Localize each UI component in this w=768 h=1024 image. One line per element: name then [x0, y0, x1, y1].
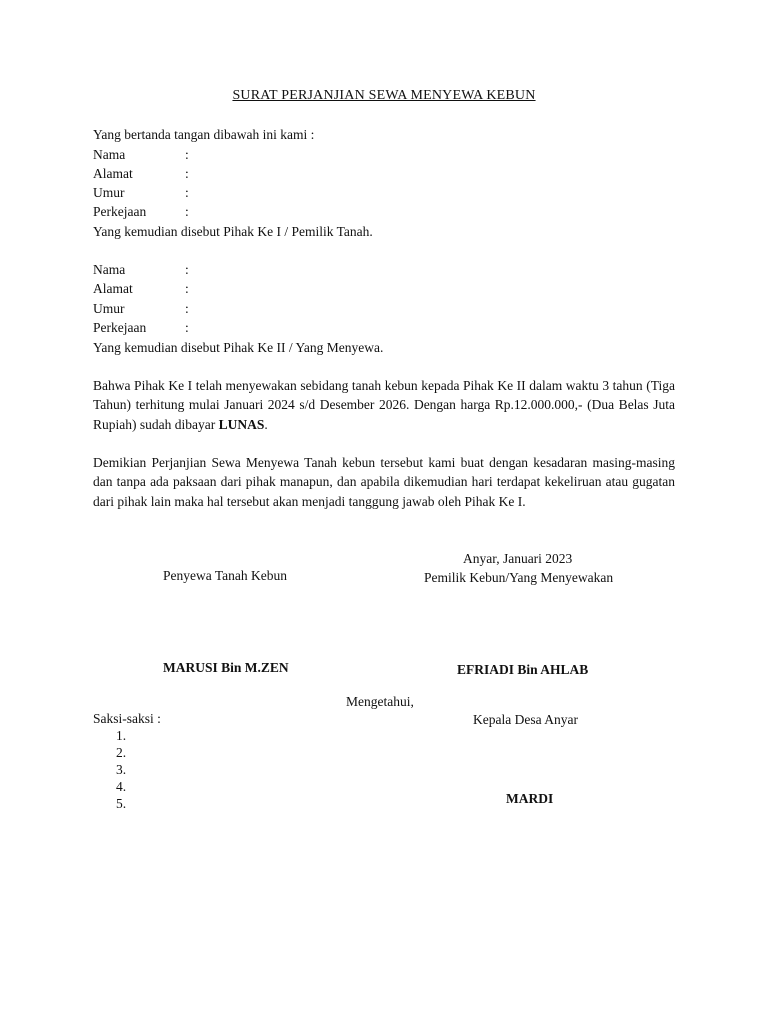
- tenant-role: Penyewa Tanah Kebun: [163, 568, 288, 583]
- party2-designation: Yang kemudian disebut Pihak Ke II / Yang Menyewa.: [93, 340, 384, 355]
- party1-field-age: [93, 183, 189, 202]
- field-label: Umur: [93, 185, 125, 200]
- witness-list: [116, 727, 126, 812]
- witness-item: 3.: [116, 762, 127, 777]
- owner-name: EFRIADI Bin AHLAB: [457, 662, 589, 677]
- party1-designation: Yang kemudian disebut Pihak Ke I / Pemilik Tanah.: [93, 224, 373, 239]
- acknowledged-label: Mengetahui,: [346, 694, 414, 709]
- witness-item: 5.: [116, 796, 127, 811]
- field-label: Perkejaan: [93, 204, 147, 219]
- document-title: SURAT PERJANJIAN SEWA MENYEWA KEBUN: [232, 88, 536, 103]
- field-separator: :: [185, 262, 189, 277]
- field-label: Alamat: [93, 166, 133, 181]
- witness-item: 2.: [116, 745, 127, 760]
- field-label: Perkejaan: [93, 320, 147, 335]
- field-separator: :: [185, 301, 189, 316]
- party1-field-address: [93, 164, 189, 183]
- field-separator: :: [185, 204, 189, 219]
- field-separator: :: [185, 166, 189, 181]
- village-head-role: Kepala Desa Anyar: [473, 712, 578, 727]
- party2-field-occupation: [93, 318, 189, 337]
- party1-field-occupation: [93, 202, 189, 221]
- party2-field-name: [93, 260, 189, 279]
- field-label: Umur: [93, 301, 125, 316]
- field-label: Nama: [93, 262, 126, 277]
- field-separator: :: [185, 320, 189, 335]
- tenant-name: MARUSI Bin M.ZEN: [163, 660, 289, 675]
- party1-field-name: [93, 145, 189, 164]
- agreement-end: .: [264, 416, 268, 432]
- intro-line: Yang bertanda tangan dibawah ini kami :: [93, 127, 315, 142]
- party2-field-address: [93, 279, 189, 298]
- place-date: Anyar, Januari 2023: [463, 551, 573, 566]
- village-head-name: MARDI: [506, 791, 554, 806]
- field-separator: :: [185, 185, 189, 200]
- party2-field-age: [93, 299, 189, 318]
- closing-paragraph: Demikian Perjanjian Sewa Menyewa Tanah kebun tersebut kami buat dengan kesadaran masing-masing dan tanpa ada paksaan dari pihak manapun, dan apabila dikemudian hari terdapat kekeliruan atau gugatan dari pihak lain maka hal tersebut akan menjadi tanggung jawab oleh Pihak Ke I.: [93, 455, 675, 509]
- field-separator: :: [185, 281, 189, 296]
- paid-status: LUNAS: [218, 416, 265, 432]
- witness-item: 4.: [116, 779, 127, 794]
- field-label: Alamat: [93, 281, 133, 296]
- field-label: Nama: [93, 147, 126, 162]
- field-separator: :: [185, 147, 189, 162]
- agreement-text: Bahwa Pihak Ke I telah menyewakan sebidang tanah kebun kepada Pihak Ke II dalam waktu 3 tahun (Tiga Tahun) terhitung mulai Januari 2024 s/d Desember 2026. Dengan harga Rp.12.000.000,- (Dua Belas Juta Rupiah) sudah dibayar: [93, 378, 675, 432]
- owner-role: Pemilik Kebun/Yang Menyewakan: [424, 570, 614, 585]
- agreement-paragraph: [93, 376, 675, 434]
- witness-item: 1.: [116, 728, 127, 743]
- witness-label: Saksi-saksi :: [93, 711, 161, 726]
